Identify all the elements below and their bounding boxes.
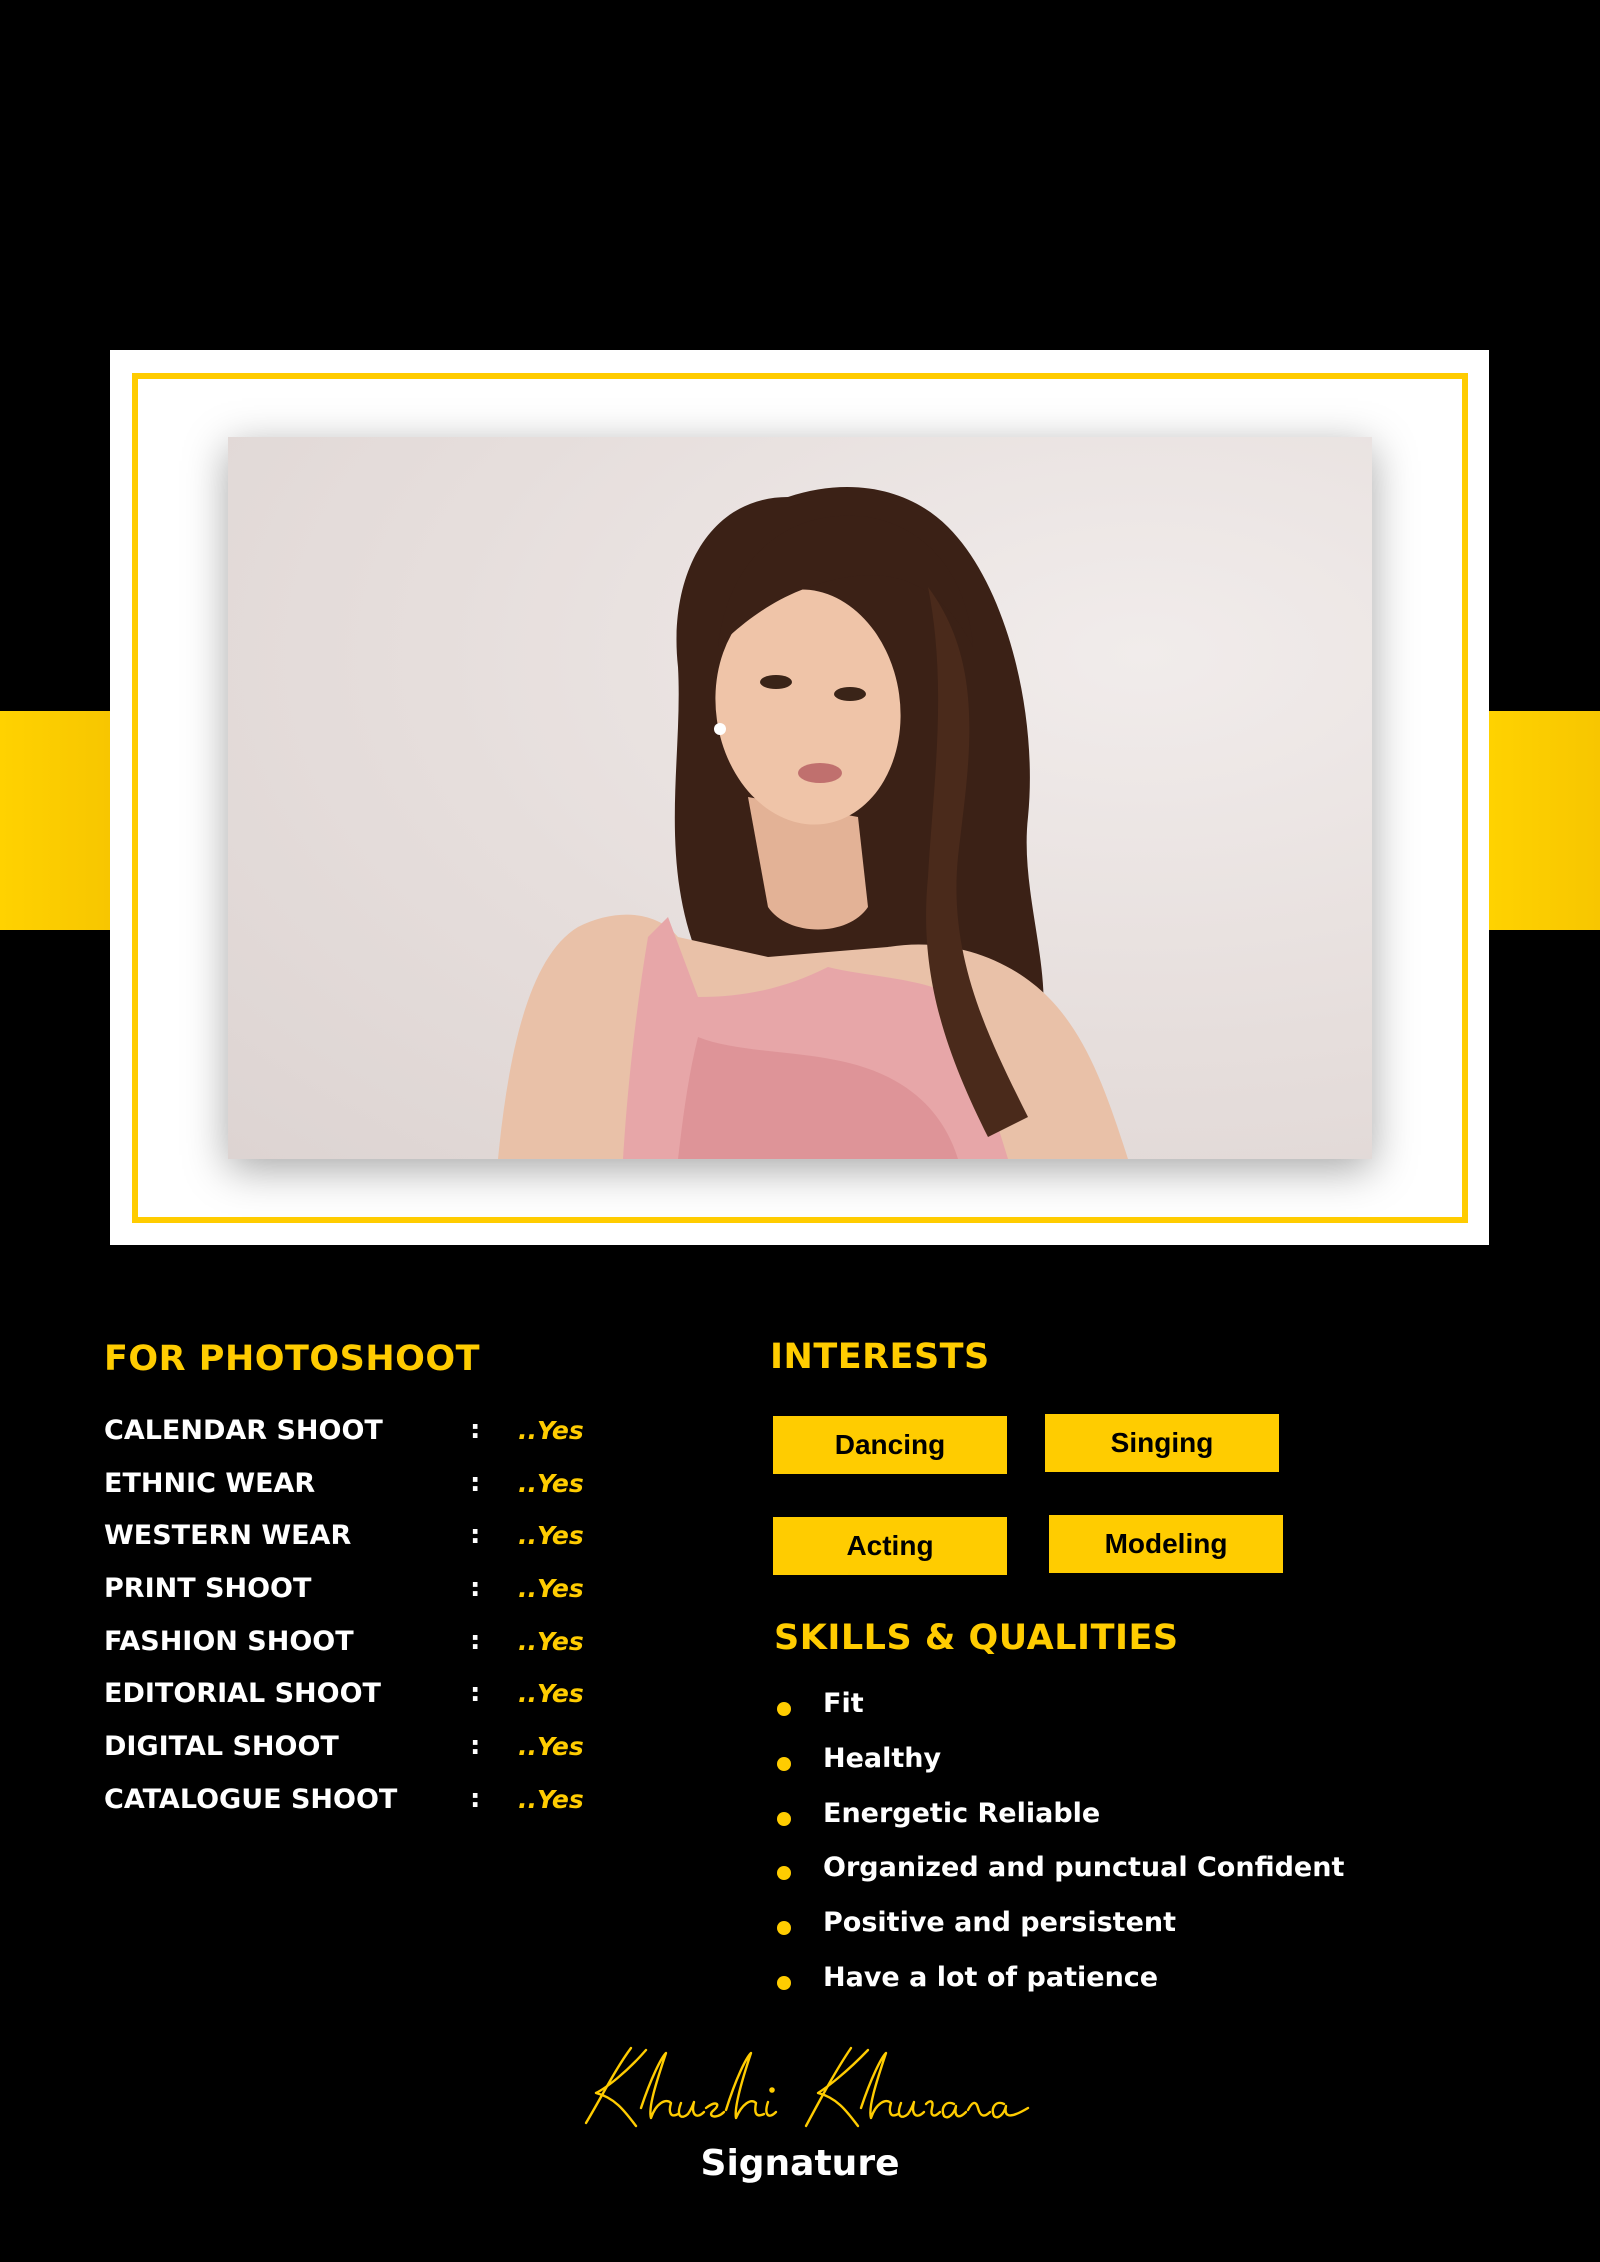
accent-band-edge-left	[0, 711, 110, 930]
interests-title: INTERESTS	[770, 1337, 990, 1377]
shoot-separator: :	[470, 1731, 481, 1762]
shoot-separator: :	[470, 1520, 481, 1551]
skill-text: Energetic Reliable	[823, 1797, 1101, 1829]
shoot-row-digital	[104, 1731, 624, 1784]
bullet-icon	[777, 1757, 791, 1771]
interest-tag-acting: Acting	[773, 1517, 1007, 1575]
interest-tag-dancing: Dancing	[773, 1416, 1007, 1474]
shoot-label: FASHION SHOOT	[104, 1625, 354, 1657]
shoot-value: ..Yes	[518, 1574, 584, 1604]
shoot-separator: :	[470, 1678, 481, 1709]
interest-tag-singing: Singing	[1045, 1414, 1279, 1472]
accent-band-edge-right	[1489, 711, 1600, 930]
shoot-value: ..Yes	[518, 1732, 584, 1762]
shoot-label: EDITORIAL SHOOT	[104, 1678, 381, 1710]
shoot-value: ..Yes	[518, 1521, 584, 1551]
portrait-illustration	[228, 437, 1372, 1159]
bullet-icon	[777, 1702, 791, 1716]
shoot-value: ..Yes	[518, 1416, 584, 1445]
shoot-row-calendar	[104, 1415, 624, 1468]
shoot-value: ..Yes	[518, 1784, 584, 1814]
shoot-label: ETHNIC WEAR	[104, 1467, 316, 1499]
skill-text: Fit	[823, 1688, 864, 1719]
skills-title: SKILLS & QUALITIES	[774, 1618, 1179, 1658]
shoot-separator: :	[470, 1625, 481, 1656]
shoot-label: CALENDAR SHOOT	[104, 1415, 383, 1446]
shoot-separator: :	[470, 1783, 481, 1814]
signature-label: Signature	[700, 2143, 900, 2184]
skill-item	[772, 1743, 1344, 1798]
skill-text: Healthy	[823, 1742, 942, 1774]
skill-item	[772, 1962, 1344, 2017]
bullet-icon	[777, 1976, 791, 1990]
shoot-separator: :	[470, 1415, 481, 1445]
photoshoot-list	[104, 1415, 624, 1837]
shoot-row-fashion	[104, 1626, 624, 1679]
interest-tag-modeling: Modeling	[1049, 1515, 1283, 1573]
skill-item	[772, 1798, 1344, 1853]
skill-text: Have a lot of patience	[823, 1961, 1159, 1993]
shoot-value: ..Yes	[518, 1626, 584, 1656]
shoot-label: WESTERN WEAR	[104, 1520, 352, 1552]
shoot-value: ..Yes	[518, 1679, 584, 1709]
shoot-row-western	[104, 1520, 624, 1573]
skill-item	[772, 1852, 1344, 1907]
shoot-value: ..Yes	[518, 1468, 584, 1498]
shoot-row-catalogue	[104, 1784, 624, 1837]
bullet-icon	[777, 1812, 791, 1826]
skill-text: Positive and persistent	[823, 1907, 1177, 1939]
shoot-label: CATALOGUE SHOOT	[104, 1783, 398, 1815]
skill-text: Organized and punctual Confident	[823, 1852, 1345, 1884]
skill-item	[772, 1688, 1344, 1743]
shoot-row-editorial	[104, 1678, 624, 1731]
bullet-icon	[777, 1921, 791, 1935]
shoot-label: DIGITAL SHOOT	[104, 1731, 339, 1763]
portrait-photo	[228, 437, 1372, 1159]
handwritten-signature	[556, 2038, 1046, 2138]
skill-item	[772, 1907, 1344, 1962]
shoot-separator: :	[470, 1467, 481, 1498]
shoot-label: PRINT SHOOT	[104, 1573, 312, 1605]
shoot-row-ethnic	[104, 1468, 624, 1521]
photoshoot-title: FOR PHOTOSHOOT	[104, 1339, 481, 1379]
shoot-row-print	[104, 1573, 624, 1626]
bullet-icon	[777, 1866, 791, 1880]
shoot-separator: :	[470, 1573, 481, 1604]
skills-list	[772, 1688, 1344, 2017]
